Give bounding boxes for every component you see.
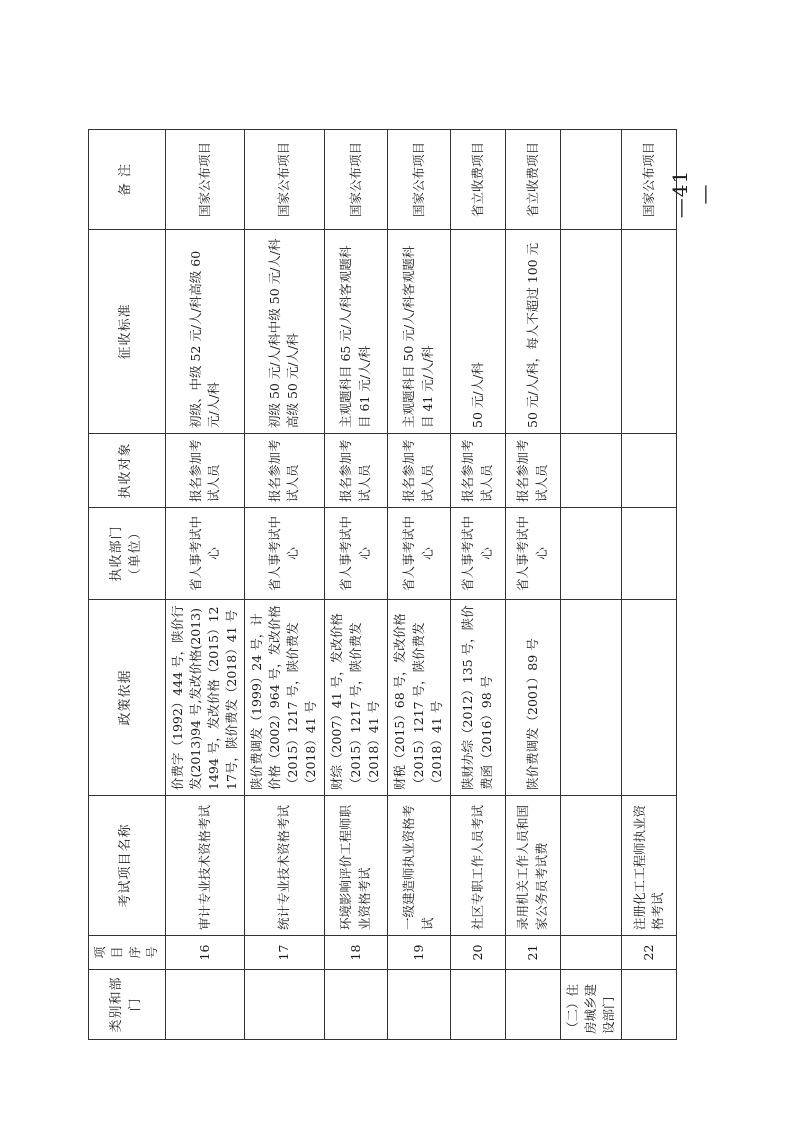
cell-note: 省立收费项目: [505, 130, 560, 230]
header-name: 考试项目名称: [89, 796, 166, 936]
cell-note: 国家公布项目: [387, 130, 450, 230]
table-row: [621, 130, 676, 1040]
header-unit: 执收部门（单位）: [89, 508, 166, 600]
cell-standard: 初级、中级 52 元/人/科高级 60 元/人/科: [165, 230, 245, 434]
cell-category: [387, 970, 450, 1040]
cell-seq: 16: [165, 936, 245, 970]
cell-standard: 主观题科目 65 元/人/科客观题科目 61 元/人/科: [324, 230, 387, 434]
cell-seq: [560, 936, 621, 970]
page-number: —41—: [668, 169, 716, 219]
cell-name: 一级建造师执业资格考试: [387, 796, 450, 936]
cell-basis: 财综（2007）41 号，发改价格（2015）1217 号，陕价费发（2018）41 号: [324, 600, 387, 796]
cell-name: [560, 796, 621, 936]
cell-standard: 初级 50 元/人/科中级 50 元/人/科高级 50 元/人/科: [245, 230, 325, 434]
cell-category: [245, 970, 325, 1040]
cell-seq: 22: [621, 936, 676, 970]
cell-seq: 19: [387, 936, 450, 970]
exam-fee-table: [88, 129, 677, 1040]
cell-unit: [560, 508, 621, 600]
cell-standard: 50 元/人/科: [450, 230, 505, 434]
header-target: 执收对象: [89, 434, 166, 508]
cell-unit: 省人事考试中心: [505, 508, 560, 600]
cell-target: 报名参加考试人员: [450, 434, 505, 508]
cell-name: 环境影响评价工程师职业资格考试: [324, 796, 387, 936]
cell-category: [324, 970, 387, 1040]
cell-basis: [560, 600, 621, 796]
table-row: [387, 130, 450, 1040]
cell-note: [560, 130, 621, 230]
cell-basis: 陕价费调发（2001）89 号: [505, 600, 560, 796]
cell-basis: [621, 600, 676, 796]
cell-standard: [560, 230, 621, 434]
table-header-row: [89, 130, 166, 1040]
cell-name: 统计专业技术资格考试: [245, 796, 325, 936]
cell-name: 录用机关工作人员和国家公务员考试费: [505, 796, 560, 936]
cell-category: [621, 970, 676, 1040]
cell-unit: 省人事考试中心: [324, 508, 387, 600]
cell-unit: 省人事考试中心: [450, 508, 505, 600]
cell-name: 社区专职工作人员考试: [450, 796, 505, 936]
cell-seq: 20: [450, 936, 505, 970]
table-row: [165, 130, 245, 1040]
cell-category: [505, 970, 560, 1040]
header-seq: 项目序号: [89, 936, 166, 970]
cell-target: 报名参加考试人员: [245, 434, 325, 508]
cell-seq: 18: [324, 936, 387, 970]
cell-note: 国家公布项目: [621, 130, 676, 230]
cell-seq: 17: [245, 936, 325, 970]
cell-target: [621, 434, 676, 508]
cell-target: 报名参加考试人员: [505, 434, 560, 508]
cell-target: [560, 434, 621, 508]
cell-basis: 价费字（1992）444 号，陕价行发(2013)94 号,发改价格(2013)1494 号，发改价格（2015）1217号，陕价费发（2018）41 号: [165, 600, 245, 796]
table-row: [560, 130, 621, 1040]
cell-seq: 21: [505, 936, 560, 970]
cell-standard: 主观题科目 50 元/人/科客观题科目 41 元/人/科: [387, 230, 450, 434]
table-row: [450, 130, 505, 1040]
cell-note: 省立收费项目: [450, 130, 505, 230]
cell-target: 报名参加考试人员: [165, 434, 245, 508]
header-category: 类别和部门: [89, 970, 166, 1040]
cell-note: 国家公布项目: [324, 130, 387, 230]
header-note: 备 注: [89, 130, 166, 230]
rotated-fee-table-container: [88, 130, 666, 1040]
cell-standard: [621, 230, 676, 434]
cell-note: 国家公布项目: [165, 130, 245, 230]
cell-name: 注册化工工程师执业资格考试: [621, 796, 676, 936]
cell-unit: 省人事考试中心: [165, 508, 245, 600]
header-standard: 征收标准: [89, 230, 166, 434]
header-basis: 政策依据: [89, 600, 166, 796]
cell-category: （二）住房城乡建设部门: [560, 970, 621, 1040]
cell-basis: 陕价费调发（1999）24 号，计价格（2002）964 号，发改价格（2015）1217 号，陕价费发（2018）41 号: [245, 600, 325, 796]
cell-category: [165, 970, 245, 1040]
cell-unit: 省人事考试中心: [387, 508, 450, 600]
cell-name: 审计专业技术资格考试: [165, 796, 245, 936]
cell-standard: 50 元/人/科，每人不超过 100 元: [505, 230, 560, 434]
table-row: [324, 130, 387, 1040]
cell-unit: 省人事考试中心: [245, 508, 325, 600]
cell-category: [450, 970, 505, 1040]
cell-unit: [621, 508, 676, 600]
cell-basis: 陕财办综（2012）135 号，陕价费函（2016）98 号: [450, 600, 505, 796]
table-row: [505, 130, 560, 1040]
cell-basis: 财税（2015）68 号，发改价格（2015）1217 号，陕价费发（2018）41 号: [387, 600, 450, 796]
cell-note: 国家公布项目: [245, 130, 325, 230]
cell-target: 报名参加考试人员: [324, 434, 387, 508]
cell-target: 报名参加考试人员: [387, 434, 450, 508]
table-row: [245, 130, 325, 1040]
